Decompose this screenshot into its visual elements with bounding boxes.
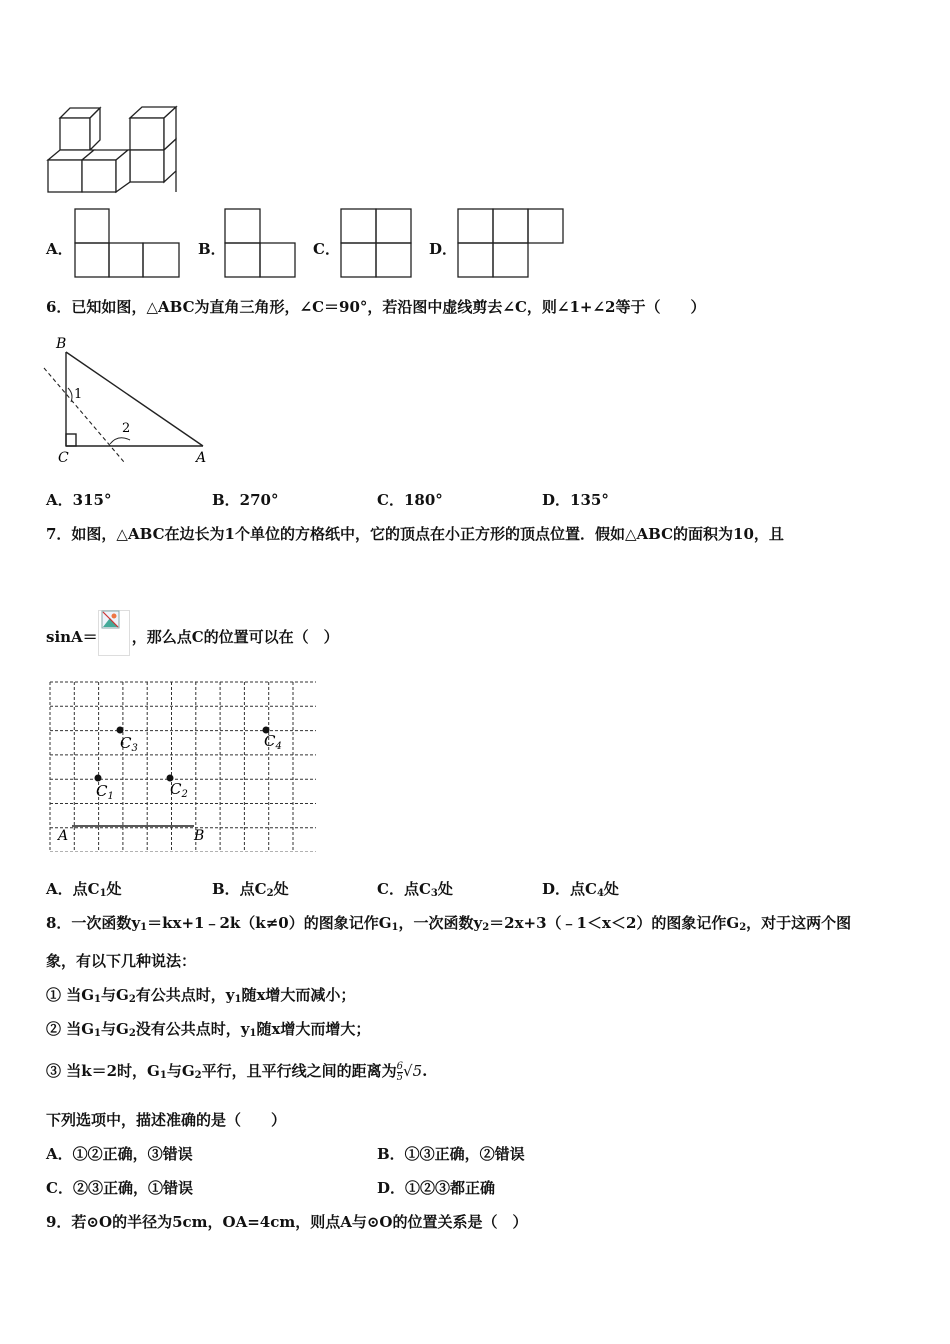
grid-label-c4: $C_4$ [264, 732, 282, 752]
label-b: B [56, 336, 67, 352]
sqrt-5: √5 [403, 1062, 423, 1080]
q6-option-b[interactable]: B．270° [212, 491, 279, 509]
point-c1 [95, 775, 102, 782]
q8-statement-2: ② 当$G_1$与$G_2$没有公共点时，$y_1$随x增大而增大； [46, 1020, 371, 1039]
q8-option-b[interactable]: B．①③正确，②错误 [377, 1145, 525, 1163]
q8-option-a[interactable]: A．①②正确，③错误 [46, 1145, 193, 1163]
q5-view-a [74, 208, 182, 280]
q7-sin-line [46, 610, 339, 656]
q8-option-d[interactable]: D．①②③都正确 [377, 1179, 496, 1197]
q5-option-a[interactable]: A． [46, 240, 73, 258]
cube-front-face [130, 150, 164, 182]
cube-front-face [130, 118, 164, 150]
q7-option-a[interactable]: A．点$C_1$处 [46, 880, 122, 899]
q8-prompt: 下列选项中，描述准确的是（ ） [46, 1111, 287, 1129]
q7-grid-figure [46, 678, 316, 852]
q5-view-c [340, 208, 414, 280]
q5-option-c[interactable]: C． [313, 240, 340, 258]
angle-1-label: 1 [74, 387, 83, 402]
q9-stem: 9．若⊙O的半径为5cm，OA=4cm，则点A与⊙O的位置关系是（ ） [46, 1213, 528, 1231]
q5-view-b [224, 208, 298, 280]
q8-statement-3: ③ 当k＝2时，$G_1$与$G_2$平行，且平行线之间的距离为 $\frac{6}{5}$ √5. [46, 1060, 428, 1083]
q6-triangle-figure [40, 330, 220, 470]
angle-2-label: 2 [122, 421, 131, 436]
broken-image-placeholder [98, 610, 130, 656]
angle-2-arc [110, 438, 130, 444]
q6-stem: 6．已知如图，△ABC为直角三角形，∠C＝90°，若沿图中虚线剪去∠C，则∠1+∠2等于（ ） [46, 298, 706, 316]
grid-label-c3: $C_3$ [120, 734, 138, 754]
right-angle-mark [66, 434, 76, 446]
q5-view-d [457, 208, 567, 280]
q6-option-a[interactable]: A．315° [46, 491, 112, 509]
grid-label-c1: $C_1$ [96, 782, 114, 802]
q8-stem-line2: 象，有以下几种说法： [46, 952, 197, 970]
fraction-6-5: $\frac{6}{5}$ [396, 1060, 404, 1083]
broken-image-icon [101, 609, 121, 631]
grid-label-a: A [58, 828, 69, 844]
cube-stack-figure [44, 104, 180, 196]
label-a: A [196, 450, 207, 466]
cube-front-face [48, 160, 82, 192]
triangle-side-ab [66, 352, 203, 446]
cube-front-face [82, 160, 116, 192]
q8-option-c[interactable]: C．②③正确，①错误 [46, 1179, 193, 1197]
q8-stem: 8．一次函数$y_1=kx+1﹣2k(k\ne 0)$的图象记作$G_1$，一次函数$y_2=2x+3(﹣1<x<2)$的图象记作$G_2$，对于这两个图 [46, 914, 852, 933]
q6-option-d[interactable]: D．135° [542, 491, 609, 509]
q5-option-b[interactable]: B． [198, 240, 226, 258]
q5-option-d[interactable]: D． [429, 240, 458, 258]
cube-front-face [60, 118, 90, 150]
q7-option-b[interactable]: B．点$C_2$处 [212, 880, 289, 899]
q7-stem: 7．如图，△ABC在边长为1个单位的方格纸中，它的顶点在小正方形的顶点位置．假如△ABC的面积为10，且 [46, 525, 784, 543]
q7-option-c[interactable]: C．点$C_3$处 [377, 880, 453, 899]
grid-label-b: B [194, 828, 205, 844]
q7-option-d[interactable]: D．点$C_4$处 [542, 880, 619, 899]
label-c: C [58, 450, 69, 466]
grid-label-c2: $C_2$ [170, 780, 188, 800]
cut-dashed-line [44, 368, 124, 462]
angle-1-arc [68, 388, 72, 402]
sin-prefix: sinA＝ [46, 628, 98, 646]
q8-statement-1: ① 当$G_1$与$G_2$有公共点时，$y_1$随x增大而减小； [46, 986, 356, 1005]
point-c3 [117, 727, 124, 734]
sin-suffix: ，那么点C的位置可以在（ ） [131, 628, 339, 646]
q6-option-c[interactable]: C．180° [377, 491, 443, 509]
